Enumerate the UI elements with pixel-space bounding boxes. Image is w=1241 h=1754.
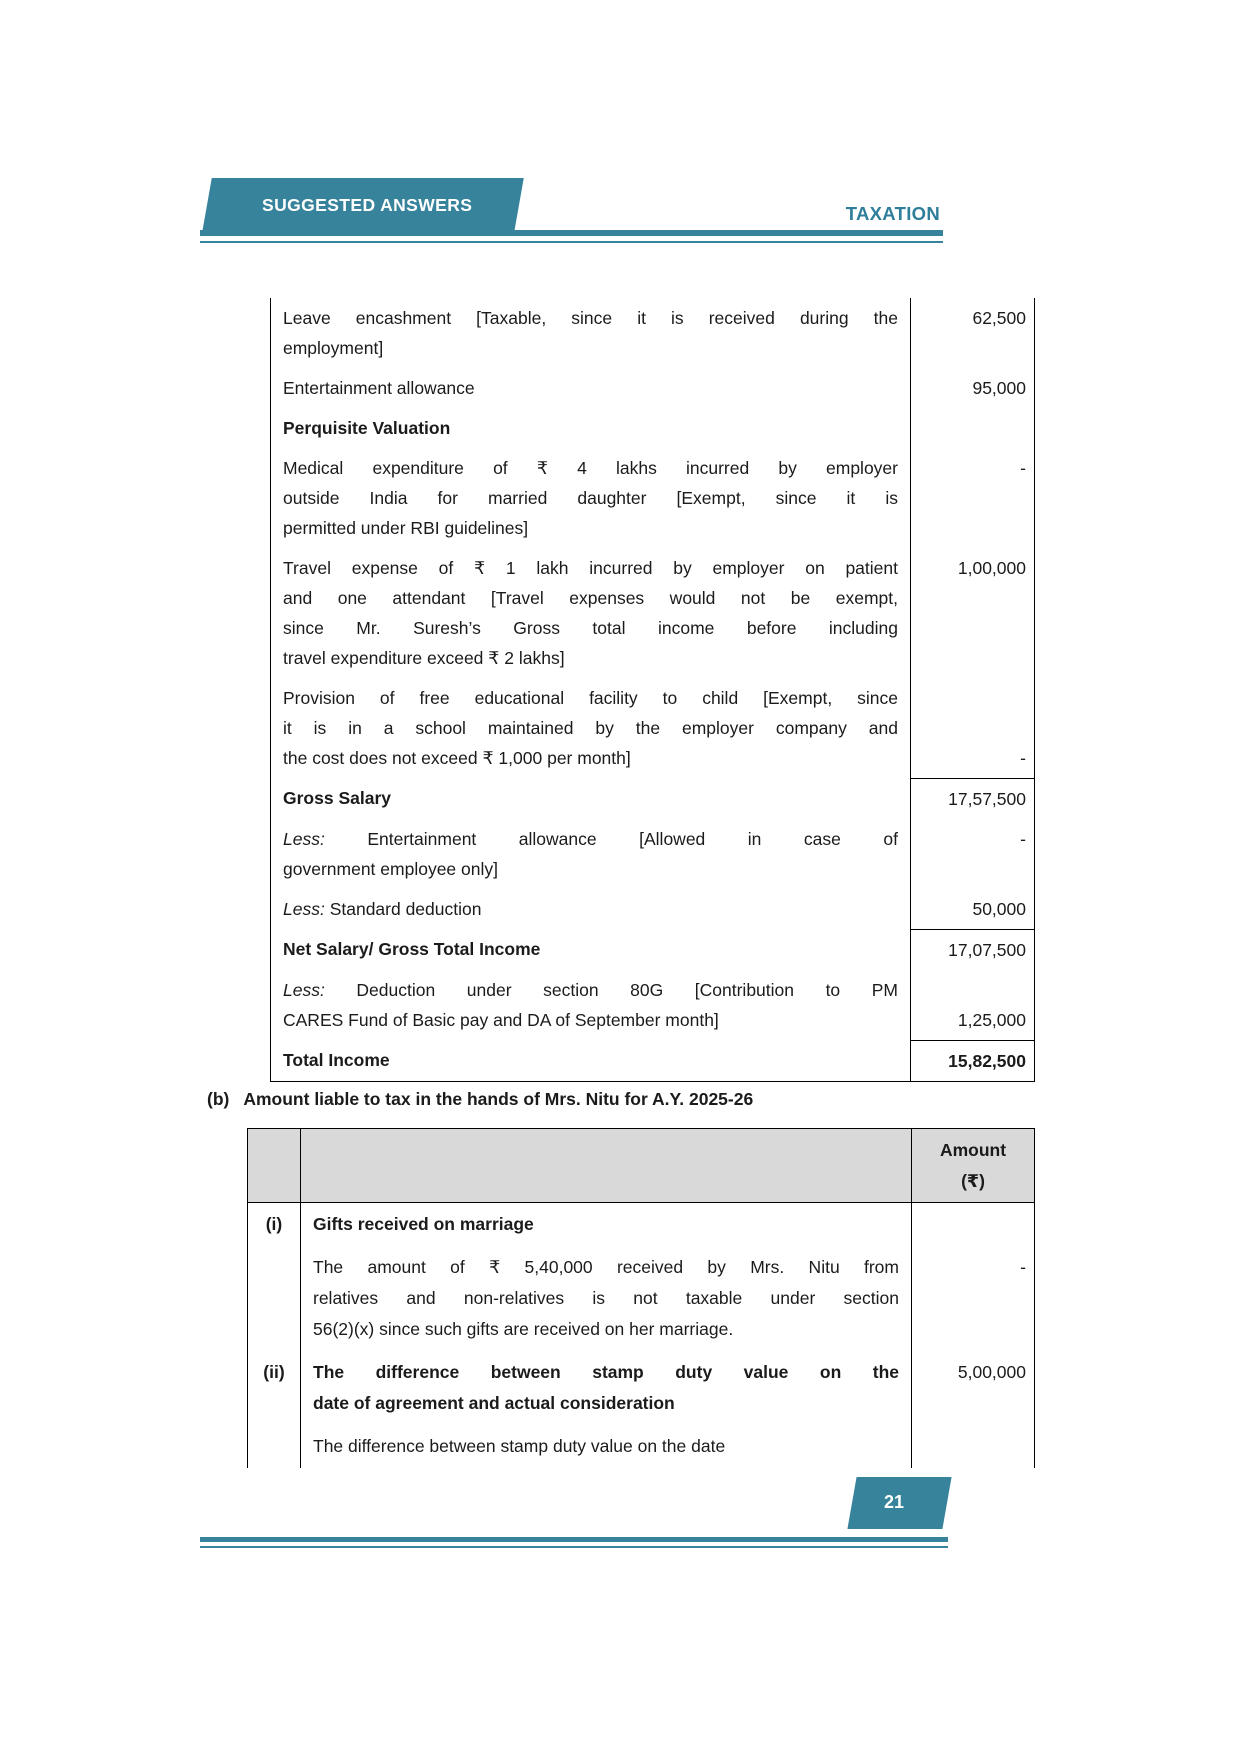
row-description bbox=[271, 448, 910, 548]
row-text-line: since Mr. Suresh’s Gross total income before including bbox=[283, 618, 898, 638]
page-number: 21 bbox=[884, 1492, 905, 1512]
less-prefix: Less: bbox=[283, 980, 325, 1000]
row-amount: 50,000 bbox=[910, 889, 1034, 929]
section-b-title: Amount liable to tax in the hands of Mrs. Nitu for A.Y. 2025-26 bbox=[243, 1089, 754, 1109]
row-text-line: government employee only] bbox=[283, 859, 498, 879]
row-amount: 1,25,000 bbox=[910, 970, 1034, 1040]
row-description bbox=[301, 1425, 911, 1468]
header-rule-thick bbox=[200, 230, 943, 236]
row-text-line: Net Salary/ Gross Total Income bbox=[283, 939, 541, 959]
row-text-line: and one attendant [Travel expenses would not be exempt, bbox=[283, 588, 898, 608]
table-row bbox=[271, 408, 1034, 448]
row-number bbox=[248, 1246, 301, 1351]
row-number: (ii) bbox=[248, 1351, 301, 1425]
table-row bbox=[271, 970, 1034, 1040]
salary-computation-table bbox=[270, 298, 1035, 1082]
row-amount: 95,000 bbox=[910, 368, 1034, 408]
table-header-row bbox=[248, 1129, 1034, 1203]
subject-title: TAXATION bbox=[845, 203, 940, 224]
row-description bbox=[271, 1040, 910, 1081]
table-row bbox=[271, 548, 1034, 678]
header-cell-amount bbox=[911, 1129, 1034, 1202]
header-cell-number bbox=[248, 1129, 301, 1202]
row-amount: - bbox=[910, 678, 1034, 778]
row-text-line: Provision of free educational facility to child [Exempt, since bbox=[283, 688, 898, 708]
section-b-label: (b) bbox=[207, 1089, 230, 1109]
row-text-line: relatives and non-relatives is not taxable under section bbox=[313, 1288, 899, 1308]
row-text-line: Total Income bbox=[283, 1050, 390, 1070]
row-text-line: Medical expenditure of ₹ 4 lakhs incurred by employer bbox=[283, 458, 898, 478]
row-description bbox=[271, 889, 910, 929]
row-description bbox=[301, 1351, 911, 1425]
row-amount bbox=[910, 408, 1034, 448]
table-row bbox=[271, 929, 1034, 970]
table-row bbox=[271, 678, 1034, 778]
row-amount: - bbox=[911, 1246, 1034, 1351]
footer-rule-thick bbox=[200, 1537, 948, 1542]
row-text-line: Travel expense of ₹ 1 lakh incurred by employer on patient bbox=[283, 558, 898, 578]
row-text-line: outside India for married daughter [Exempt, since it is bbox=[283, 488, 898, 508]
footer-rule-thin bbox=[200, 1546, 948, 1548]
nitu-tax-table bbox=[247, 1128, 1035, 1468]
table-row bbox=[248, 1351, 1034, 1425]
row-amount: 17,07,500 bbox=[910, 929, 1034, 970]
table-row bbox=[271, 778, 1034, 819]
row-amount: 15,82,500 bbox=[910, 1040, 1034, 1081]
table-row bbox=[248, 1425, 1034, 1468]
table-body bbox=[248, 1203, 1034, 1468]
row-text-line: it is in a school maintained by the employer company and bbox=[283, 718, 898, 738]
row-amount: 62,500 bbox=[910, 298, 1034, 368]
row-text-line: the cost does not exceed ₹ 1,000 per month] bbox=[283, 748, 631, 768]
table-row bbox=[271, 889, 1034, 929]
row-amount: 1,00,000 bbox=[910, 548, 1034, 678]
table-row bbox=[271, 298, 1034, 368]
row-text-line: Entertainment allowance bbox=[283, 378, 475, 398]
less-prefix: Less: bbox=[283, 899, 325, 919]
row-number bbox=[248, 1425, 301, 1468]
row-text-line: Perquisite Valuation bbox=[283, 418, 451, 438]
amount-header-line1: Amount bbox=[939, 1139, 1007, 1160]
section-b-heading bbox=[207, 1089, 1047, 1110]
row-amount: - bbox=[910, 819, 1034, 889]
row-text-line: Less: Deduction under section 80G [Contribution to PM bbox=[283, 980, 898, 1000]
row-text-line: Gifts received on marriage bbox=[313, 1214, 534, 1234]
table-row bbox=[248, 1246, 1034, 1351]
row-text-line: travel expenditure exceed ₹ 2 lakhs] bbox=[283, 648, 565, 668]
table-row bbox=[271, 1040, 1034, 1081]
row-amount: 5,00,000 bbox=[911, 1351, 1034, 1425]
less-prefix: Less: bbox=[283, 829, 325, 849]
row-amount bbox=[911, 1203, 1034, 1246]
row-text-line: Leave encashment [Taxable, since it is received during the bbox=[283, 308, 898, 328]
row-description bbox=[271, 970, 910, 1040]
row-description bbox=[271, 678, 910, 778]
row-description bbox=[271, 368, 910, 408]
table-row bbox=[248, 1203, 1034, 1246]
row-text-line: Gross Salary bbox=[283, 788, 391, 808]
header-cell-particulars bbox=[301, 1129, 911, 1202]
header-rule-thin bbox=[200, 241, 943, 243]
row-text-line: The difference between stamp duty value on the date bbox=[313, 1436, 726, 1456]
row-text-line: The amount of ₹ 5,40,000 received by Mrs. Nitu from bbox=[313, 1257, 899, 1277]
row-description bbox=[271, 548, 910, 678]
row-text-line: Less: Entertainment allowance [Allowed in case of bbox=[283, 829, 898, 849]
row-description bbox=[271, 298, 910, 368]
table-row bbox=[271, 368, 1034, 408]
row-text-line: employment] bbox=[283, 338, 384, 358]
row-description bbox=[271, 819, 910, 889]
row-description bbox=[301, 1246, 911, 1351]
row-description bbox=[301, 1203, 911, 1246]
row-text-line: Less: Standard deduction bbox=[283, 899, 482, 919]
table-row bbox=[271, 448, 1034, 548]
row-amount: - bbox=[910, 448, 1034, 548]
row-description bbox=[271, 408, 910, 448]
row-description bbox=[271, 929, 910, 970]
row-number: (i) bbox=[248, 1203, 301, 1246]
table-row bbox=[271, 819, 1034, 889]
row-description bbox=[271, 778, 910, 819]
banner-title: SUGGESTED ANSWERS bbox=[262, 195, 473, 215]
amount-header-line2: (₹) bbox=[961, 1170, 985, 1191]
row-text-line: permitted under RBI guidelines] bbox=[283, 518, 529, 538]
row-text-line: CARES Fund of Basic pay and DA of September month] bbox=[283, 1010, 719, 1030]
row-text-line: The difference between stamp duty value on the bbox=[313, 1362, 899, 1382]
row-amount bbox=[911, 1425, 1034, 1468]
row-amount: 17,57,500 bbox=[910, 778, 1034, 819]
row-text-line: 56(2)(x) since such gifts are received on her marriage. bbox=[313, 1319, 734, 1339]
row-text-line: date of agreement and actual consideration bbox=[313, 1393, 675, 1413]
